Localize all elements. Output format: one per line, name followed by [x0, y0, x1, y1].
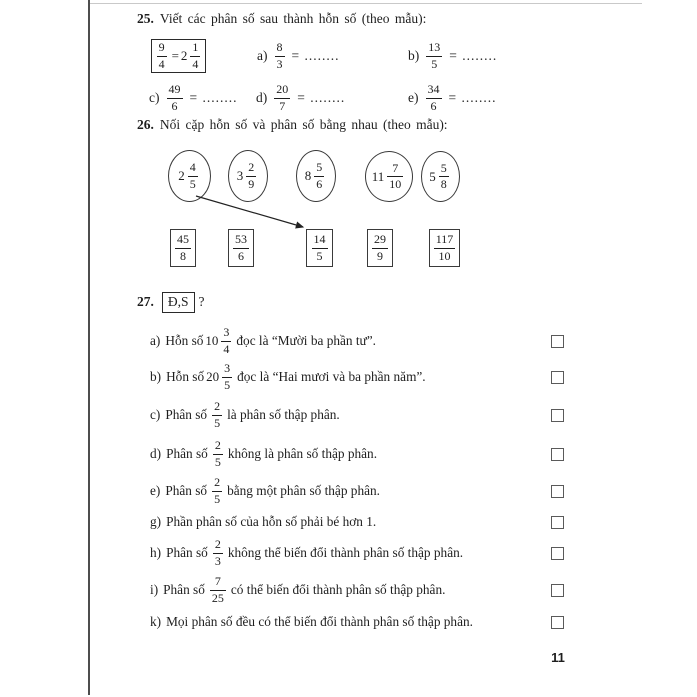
mixed-number-circle-3[interactable]: 8 $\frac{5}{6}$ — [296, 150, 336, 202]
statement-label: h) — [150, 545, 162, 560]
fraction-box-4[interactable] — [367, 229, 393, 267]
statement-label: b) — [150, 369, 162, 384]
item-label: e) — [408, 90, 419, 105]
statement-text: Phân số $\frac{2}{5}$ không là phân số thập phân. — [166, 438, 378, 469]
answer-checkbox[interactable] — [551, 485, 564, 498]
answer-checkbox[interactable] — [551, 335, 564, 348]
fraction: $\frac{2}{9}$ — [248, 160, 255, 191]
fraction: $\frac{7}{25}$ — [211, 574, 224, 605]
statement-row-d — [150, 439, 565, 469]
statement-row-a — [150, 326, 565, 356]
statement-row-c — [150, 400, 565, 430]
fraction: $\frac{4}{5}$ — [189, 160, 196, 191]
statement-row-i — [150, 575, 565, 605]
answer-blank[interactable]: = ........ — [449, 48, 498, 63]
fraction-box-2[interactable] — [228, 229, 254, 267]
statement-row-e — [150, 476, 565, 506]
fraction: $\frac{13}{5}$ — [428, 40, 441, 71]
statement-label: g) — [150, 514, 162, 529]
answer-checkbox[interactable] — [551, 584, 564, 597]
answer-blank[interactable]: = ........ — [297, 90, 346, 105]
statement-label: a) — [150, 333, 161, 348]
statement-row-k — [150, 613, 565, 631]
exercise-25-title: Viết các phân số sau thành hỗn số (theo mẫu): — [159, 11, 427, 26]
ex25-example-box: $\frac{9}{4}$ = 2 $\frac{1}{4}$ — [151, 39, 206, 73]
ex25-item-d — [256, 80, 345, 116]
statement-text: Hỗn số 10 $\frac{3}{4}$ đọc là “Mười ba phần tư”. — [165, 325, 376, 356]
mixed-number-circle-1[interactable]: 2 $\frac{4}{5}$ — [168, 150, 211, 202]
exercise-26-number: 26. — [137, 117, 154, 132]
left-margin-line — [88, 0, 90, 695]
mixed-number-circle-2[interactable]: 3 $\frac{2}{9}$ — [228, 150, 268, 202]
mixed-number-circle-5[interactable]: 5 $\frac{5}{8}$ — [421, 151, 460, 202]
exercise-26-heading — [137, 117, 448, 133]
answer-checkbox[interactable] — [551, 409, 564, 422]
answer-checkbox[interactable] — [551, 516, 564, 529]
fraction-box-5[interactable] — [429, 229, 460, 267]
fraction: $\frac{5}{8}$ — [440, 160, 447, 191]
answer-blank[interactable]: = ........ — [448, 90, 497, 105]
fraction: $\frac{2}{3}$ — [214, 537, 221, 568]
fraction: $\frac{14}{5}$ — [313, 232, 326, 263]
equals-sign: = — [171, 48, 179, 63]
statement-text: Phân số $\frac{7}{25}$ có thể biến đổi thành phân số thập phân. — [163, 574, 446, 605]
answer-checkbox[interactable] — [551, 616, 564, 629]
answer-checkbox[interactable] — [551, 547, 564, 560]
statement-label: c) — [150, 407, 161, 422]
item-label: a) — [257, 48, 268, 63]
exercise-27-heading — [137, 292, 205, 313]
fraction-box-3[interactable] — [306, 229, 333, 267]
fraction-box-1[interactable] — [170, 229, 196, 267]
exercise-25-number: 25. — [137, 11, 154, 26]
fraction: $\frac{3}{4}$ — [223, 325, 230, 356]
fraction: $\frac{2}{5}$ — [214, 399, 221, 430]
fraction: $\frac{5}{6}$ — [316, 160, 323, 191]
fraction: $\frac{7}{10}$ — [389, 160, 402, 191]
answer-checkbox[interactable] — [551, 371, 564, 384]
fraction: $\frac{53}{6}$ — [235, 232, 247, 263]
fraction: $\frac{9}{4}$ — [158, 40, 165, 71]
dung-sai-box: Đ,S — [162, 292, 195, 313]
statement-text: Phân số $\frac{2}{5}$ bằng một phân số thập phân. — [165, 475, 380, 506]
statement-row-h — [150, 538, 565, 568]
fraction: $\frac{117}{10}$ — [435, 232, 454, 263]
fraction: $\frac{49}{6}$ — [168, 82, 181, 113]
statement-text: Mọi phân số đều có thể biến đổi thành phân số thập phân. — [166, 614, 473, 629]
statement-label: i) — [150, 582, 159, 597]
page-number: 11 — [551, 650, 565, 665]
statement-row-g — [150, 513, 565, 531]
answer-checkbox[interactable] — [551, 448, 564, 461]
fraction: $\frac{2}{5}$ — [214, 438, 221, 469]
statement-text: Phân số $\frac{2}{5}$ là phân số thập phân. — [165, 399, 340, 430]
exercise-27-number: 27. — [137, 294, 154, 309]
statement-label: k) — [150, 614, 162, 629]
statement-label: d) — [150, 446, 162, 461]
item-label: c) — [149, 90, 160, 105]
item-label: d) — [256, 90, 268, 105]
fraction: $\frac{8}{3}$ — [276, 40, 283, 71]
statement-label: e) — [150, 483, 161, 498]
statement-text: Phần phân số của hỗn số phải bé hơn 1. — [166, 514, 377, 529]
statement-text: Hỗn số 20 $\frac{3}{5}$ đọc là “Hai mươi và ba phần năm”. — [166, 361, 426, 392]
fraction: $\frac{2}{5}$ — [214, 475, 221, 506]
fraction: $\frac{20}{7}$ — [276, 82, 289, 113]
ex25-item-c — [149, 80, 238, 116]
top-edge-line — [90, 3, 642, 4]
mixed-number-circle-4[interactable]: 11 $\frac{7}{10}$ — [365, 151, 413, 202]
statement-text: Phân số $\frac{2}{3}$ không thể biến đổi thành phân số thập phân. — [166, 537, 464, 568]
question-mark: ? — [198, 294, 205, 309]
fraction: $\frac{45}{8}$ — [177, 232, 189, 263]
exercise-25-heading — [137, 11, 426, 27]
fraction: $\frac{34}{6}$ — [427, 82, 440, 113]
ex25-item-b — [408, 38, 497, 74]
answer-blank[interactable]: = ........ — [291, 48, 340, 63]
fraction: $\frac{1}{4}$ — [192, 40, 199, 71]
exercise-26-title: Nối cặp hỗn số và phân số bằng nhau (theo mẫu): — [159, 117, 448, 132]
ex25-item-a — [257, 38, 340, 74]
fraction: $\frac{29}{9}$ — [374, 232, 386, 263]
answer-blank[interactable]: = ........ — [189, 90, 238, 105]
ex25-item-e — [408, 80, 497, 116]
statement-row-b — [150, 362, 565, 392]
fraction: $\frac{3}{5}$ — [224, 361, 231, 392]
item-label: b) — [408, 48, 420, 63]
